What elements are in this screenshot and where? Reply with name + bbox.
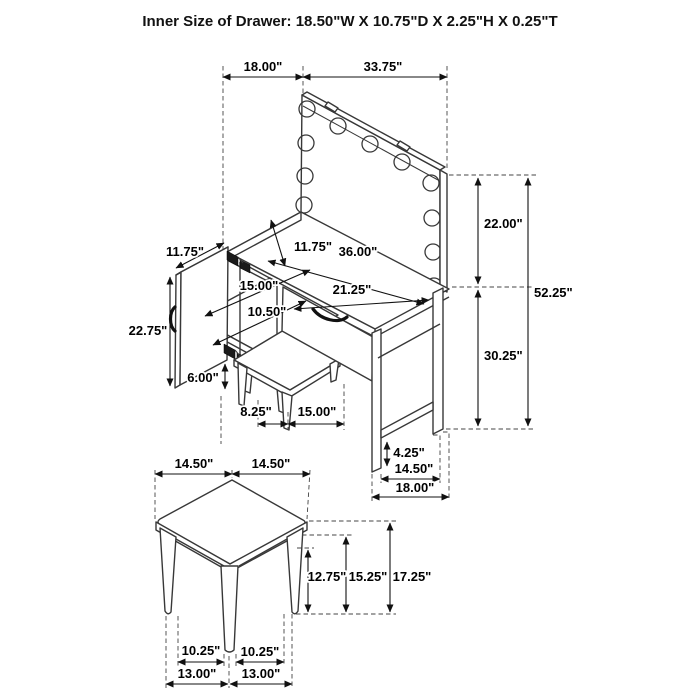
drawer-inner-size-title: Inner Size of Drawer: 18.50"W X 10.75"D X 2.25"H X 0.25"T	[142, 13, 558, 30]
dim-label-floor-gap-mid: 15.00"	[297, 404, 337, 419]
mirror-clip-right	[397, 141, 410, 151]
desk-front-right-leg	[372, 329, 381, 472]
dim-label-desktop-depth: 11.75"	[294, 239, 332, 254]
stool-leg-right	[287, 528, 303, 614]
mirror-clip-left	[325, 102, 338, 112]
stool-dim-label-underseat: 15.25"	[348, 569, 388, 584]
dim-label-desktop-width: 36.00"	[338, 244, 378, 259]
dim-label-stretcher: 4.25"	[393, 445, 425, 460]
stool-drawing	[156, 480, 307, 652]
dim-label-floor-gap-left: 8.25"	[240, 404, 272, 419]
stool-dim-label-feet-outer-right: 13.00"	[241, 666, 281, 681]
mirror-frame-inner-line	[303, 106, 438, 180]
right-stretcher	[381, 402, 433, 438]
tucked-stool-leg-left	[238, 363, 247, 406]
mirror-top-edge	[302, 92, 445, 170]
dim-label-door-width: 11.75"	[166, 244, 204, 259]
dim-label-mirror-height: 22.00"	[484, 216, 523, 231]
dim-label-shelf-lower: 10.50"	[247, 304, 287, 319]
dim-label-cabinet-leg: 6.00"	[187, 370, 219, 385]
dim-label-drawer-width: 21.25"	[332, 282, 372, 297]
stool-leg-front	[221, 566, 238, 652]
desk-back-right-leg	[433, 288, 443, 434]
stool-dim-label-clearance: 12.75"	[307, 569, 347, 584]
stool-dim-label-total-height: 17.25"	[392, 569, 432, 584]
dim-label-depth-18: 18.00"	[243, 59, 283, 74]
stool-dim-label-seat-right: 14.50"	[251, 456, 291, 471]
stool-dim-label-feet-inner-left: 10.25"	[181, 643, 221, 658]
stool-dim-label-feet-inner-right: 10.25"	[240, 644, 280, 659]
dim-label-mirror-width: 33.75"	[363, 59, 403, 74]
dim-label-shelf-upper: 15.00"	[239, 278, 279, 293]
stool-dim-label-seat-left: 14.50"	[174, 456, 214, 471]
door-front-face	[180, 247, 228, 385]
right-apron-line	[378, 324, 440, 358]
stool-seat-top	[158, 480, 305, 564]
dim-label-leg-span: 14.50"	[394, 461, 434, 476]
stool-leg-left	[160, 528, 176, 614]
dim-label-cabinet-height: 22.75"	[128, 323, 168, 338]
dim-label-base-width: 18.00"	[395, 480, 435, 495]
door-handle	[171, 307, 176, 331]
dim-label-total-height: 52.25"	[534, 285, 573, 300]
dim-label-desk-height: 30.25"	[484, 348, 523, 363]
mirror-side-edge	[440, 170, 447, 292]
stool-dim-label-feet-outer-left: 13.00"	[177, 666, 217, 681]
